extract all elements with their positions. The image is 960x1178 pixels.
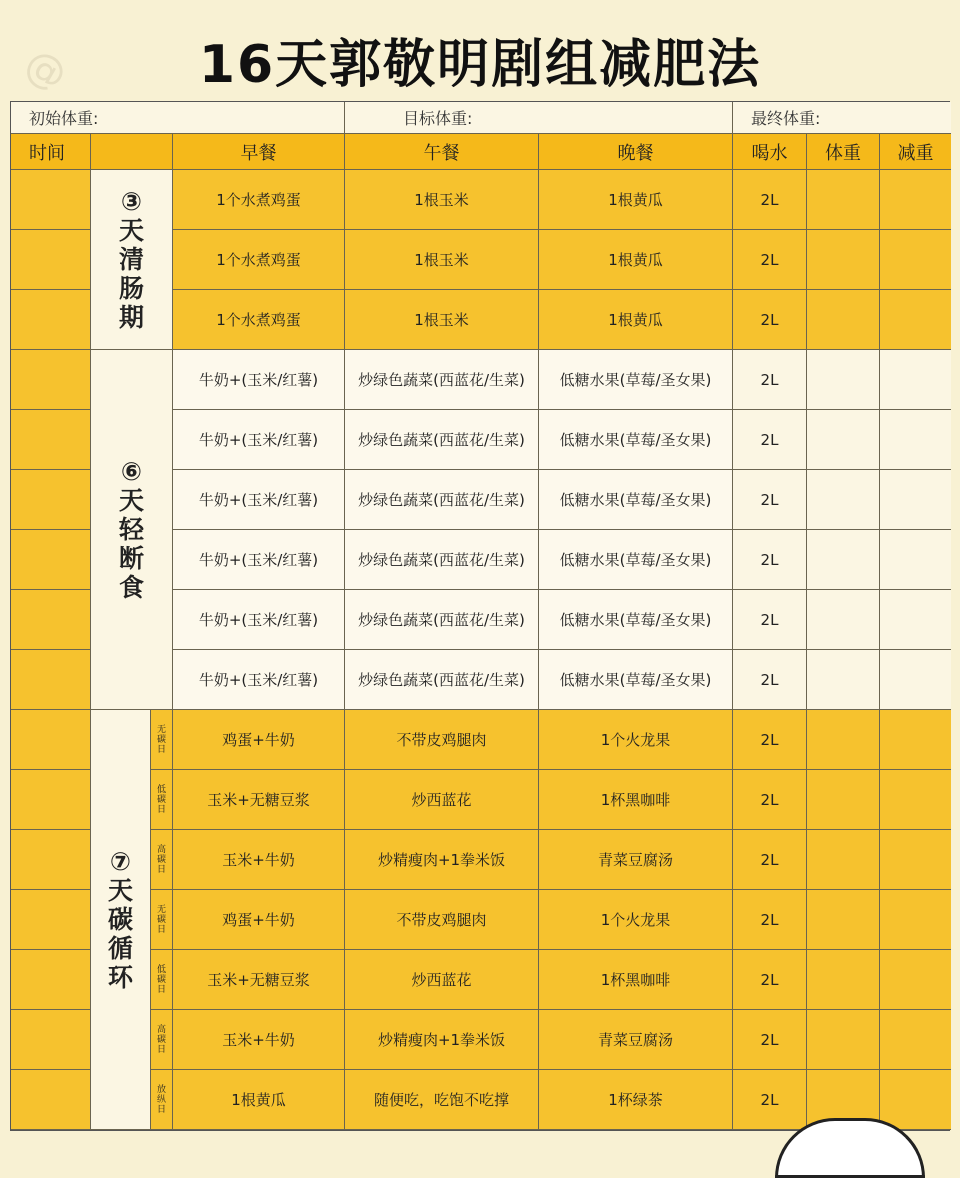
phase-num: ⑦ (109, 847, 132, 876)
phase-char: 肠 (118, 274, 144, 303)
phase-num: ③ (120, 187, 143, 216)
day-type-label (151, 830, 173, 890)
water-cell: 2L (733, 170, 807, 230)
time-cell (11, 170, 91, 230)
target-weight-field: 目标体重: (345, 102, 733, 134)
loss-cell (880, 890, 951, 950)
loss-cell (880, 290, 951, 350)
lunch-cell: 炒西蓝花 (345, 950, 539, 1010)
day-type-char: 日 (156, 1044, 166, 1055)
phase-char: 碳 (107, 905, 133, 934)
time-cell (11, 1070, 91, 1130)
time-cell (11, 290, 91, 350)
phase-cleanse (91, 170, 173, 350)
phase-carb-cycle (91, 710, 151, 1130)
loss-cell (880, 830, 951, 890)
breakfast-cell: 牛奶+(玉米/红薯) (173, 530, 345, 590)
loss-cell (880, 1070, 951, 1130)
breakfast-cell: 牛奶+(玉米/红薯) (173, 410, 345, 470)
dinner-cell: 1根黄瓜 (539, 170, 733, 230)
breakfast-cell: 玉米+牛奶 (173, 830, 345, 890)
day-type-char: 碳 (156, 794, 166, 805)
breakfast-cell: 牛奶+(玉米/红薯) (173, 590, 345, 650)
time-cell (11, 770, 91, 830)
day-type-label (151, 1010, 173, 1070)
day-type-char: 碳 (156, 914, 166, 925)
water-cell: 2L (733, 350, 807, 410)
phase-char: 天 (118, 486, 144, 515)
day-type-label (151, 950, 173, 1010)
weight-cell (807, 830, 880, 890)
lunch-cell: 炒绿色蔬菜(西蓝花/生菜) (345, 530, 539, 590)
time-cell (11, 1010, 91, 1070)
day-type-char: 纵 (156, 1094, 166, 1105)
time-cell (11, 710, 91, 770)
day-type-char: 放 (156, 1084, 166, 1095)
day-type-char: 高 (156, 844, 166, 855)
phase-char: 期 (118, 303, 144, 332)
breakfast-cell: 1个水煮鸡蛋 (173, 290, 345, 350)
dinner-cell: 1杯黑咖啡 (539, 770, 733, 830)
dinner-cell: 1个火龙果 (539, 710, 733, 770)
lunch-cell: 1根玉米 (345, 290, 539, 350)
loss-cell (880, 710, 951, 770)
day-type-char: 碳 (156, 1034, 166, 1045)
day-type-char: 无 (156, 724, 166, 735)
loss-cell (880, 1010, 951, 1070)
header-loss: 减重 (880, 134, 951, 170)
time-cell (11, 650, 91, 710)
day-type-label (151, 1070, 173, 1130)
time-cell (11, 890, 91, 950)
weight-cell (807, 890, 880, 950)
water-cell: 2L (733, 590, 807, 650)
weight-cell (807, 230, 880, 290)
weight-cell (807, 170, 880, 230)
water-cell: 2L (733, 230, 807, 290)
phase-char: 断 (118, 544, 144, 573)
phase-char: 天 (118, 216, 144, 245)
lunch-cell: 1根玉米 (345, 230, 539, 290)
day-type-label (151, 770, 173, 830)
day-type-char: 日 (156, 804, 166, 815)
day-type-char: 日 (156, 924, 166, 935)
weight-cell (807, 950, 880, 1010)
header-phase (91, 134, 173, 170)
phase-char: 清 (118, 245, 144, 274)
water-cell: 2L (733, 770, 807, 830)
time-cell (11, 230, 91, 290)
breakfast-cell: 1个水煮鸡蛋 (173, 170, 345, 230)
watermark: @ (17, 40, 75, 100)
water-cell: 2L (733, 470, 807, 530)
day-type-char: 无 (156, 904, 166, 915)
dinner-cell: 低糖水果(草莓/圣女果) (539, 650, 733, 710)
loss-cell (880, 410, 951, 470)
time-cell (11, 950, 91, 1010)
time-cell (11, 530, 91, 590)
initial-weight-field: 初始体重: (11, 102, 345, 134)
loss-cell (880, 950, 951, 1010)
water-cell: 2L (733, 1010, 807, 1070)
lunch-cell: 不带皮鸡腿肉 (345, 890, 539, 950)
water-cell: 2L (733, 950, 807, 1010)
day-type-char: 碳 (156, 974, 166, 985)
lunch-cell: 炒绿色蔬菜(西蓝花/生菜) (345, 350, 539, 410)
water-cell: 2L (733, 830, 807, 890)
day-type-char: 低 (156, 784, 166, 795)
phase-char: 环 (107, 963, 133, 992)
phase-num: ⑥ (120, 457, 143, 486)
breakfast-cell: 鸡蛋+牛奶 (173, 890, 345, 950)
breakfast-cell: 玉米+无糖豆浆 (173, 770, 345, 830)
lunch-cell: 炒西蓝花 (345, 770, 539, 830)
header-lunch: 午餐 (345, 134, 539, 170)
phase-char: 食 (118, 573, 144, 602)
header-water: 喝水 (733, 134, 807, 170)
lunch-cell: 炒绿色蔬菜(西蓝花/生菜) (345, 650, 539, 710)
time-cell (11, 590, 91, 650)
lunch-cell: 1根玉米 (345, 170, 539, 230)
breakfast-cell: 牛奶+(玉米/红薯) (173, 470, 345, 530)
loss-cell (880, 650, 951, 710)
breakfast-cell: 玉米+无糖豆浆 (173, 950, 345, 1010)
day-type-label (151, 710, 173, 770)
breakfast-cell: 牛奶+(玉米/红薯) (173, 350, 345, 410)
time-cell (11, 830, 91, 890)
water-cell: 2L (733, 530, 807, 590)
breakfast-cell: 1根黄瓜 (173, 1070, 345, 1130)
dinner-cell: 低糖水果(草莓/圣女果) (539, 470, 733, 530)
loss-cell (880, 350, 951, 410)
water-cell: 2L (733, 710, 807, 770)
water-cell: 2L (733, 290, 807, 350)
breakfast-cell: 玉米+牛奶 (173, 1010, 345, 1070)
lunch-cell: 炒绿色蔬菜(西蓝花/生菜) (345, 470, 539, 530)
breakfast-cell: 牛奶+(玉米/红薯) (173, 650, 345, 710)
time-cell (11, 350, 91, 410)
header-dinner: 晚餐 (539, 134, 733, 170)
phase-light-fast (91, 350, 173, 710)
dinner-cell: 1根黄瓜 (539, 230, 733, 290)
weight-cell (807, 290, 880, 350)
day-type-char: 碳 (156, 854, 166, 865)
lunch-cell: 炒精瘦肉+1拳米饭 (345, 830, 539, 890)
day-type-char: 低 (156, 964, 166, 975)
dinner-cell: 青菜豆腐汤 (539, 1010, 733, 1070)
weight-cell (807, 530, 880, 590)
lunch-cell: 随便吃，吃饱不吃撑 (345, 1070, 539, 1130)
lunch-cell: 不带皮鸡腿肉 (345, 710, 539, 770)
phase-char: 循 (107, 934, 133, 963)
day-type-char: 高 (156, 1024, 166, 1035)
water-cell: 2L (733, 1070, 807, 1130)
weight-cell (807, 470, 880, 530)
weight-cell (807, 710, 880, 770)
dinner-cell: 低糖水果(草莓/圣女果) (539, 410, 733, 470)
loss-cell (880, 770, 951, 830)
phase-char: 轻 (118, 515, 144, 544)
lunch-cell: 炒绿色蔬菜(西蓝花/生菜) (345, 410, 539, 470)
weight-cell (807, 650, 880, 710)
weight-cell (807, 590, 880, 650)
phase-char: 天 (107, 876, 133, 905)
lunch-cell: 炒绿色蔬菜(西蓝花/生菜) (345, 590, 539, 650)
lunch-cell: 炒精瘦肉+1拳米饭 (345, 1010, 539, 1070)
day-type-label (151, 890, 173, 950)
loss-cell (880, 470, 951, 530)
dinner-cell: 低糖水果(草莓/圣女果) (539, 530, 733, 590)
loss-cell (880, 230, 951, 290)
loss-cell (880, 170, 951, 230)
weight-cell (807, 410, 880, 470)
dinner-cell: 低糖水果(草莓/圣女果) (539, 350, 733, 410)
time-cell (11, 410, 91, 470)
dinner-cell: 低糖水果(草莓/圣女果) (539, 590, 733, 650)
day-type-char: 日 (156, 864, 166, 875)
header-weight: 体重 (807, 134, 880, 170)
loss-cell (880, 590, 951, 650)
final-weight-field: 最终体重: (733, 102, 951, 134)
day-type-char: 日 (156, 984, 166, 995)
dinner-cell: 1杯绿茶 (539, 1070, 733, 1130)
dinner-cell: 青菜豆腐汤 (539, 830, 733, 890)
header-breakfast: 早餐 (173, 134, 345, 170)
page-title: 16天郭敬明剧组减肥法 (198, 35, 762, 95)
loss-cell (880, 530, 951, 590)
header-time: 时间 (11, 134, 91, 170)
breakfast-cell: 鸡蛋+牛奶 (173, 710, 345, 770)
day-type-char: 碳 (156, 734, 166, 745)
weight-cell (807, 350, 880, 410)
weight-cell (807, 1010, 880, 1070)
dinner-cell: 1根黄瓜 (539, 290, 733, 350)
weight-cell (807, 770, 880, 830)
diet-plan-table (10, 101, 950, 1131)
dinner-cell: 1杯黑咖啡 (539, 950, 733, 1010)
water-cell: 2L (733, 890, 807, 950)
time-cell (11, 470, 91, 530)
water-cell: 2L (733, 650, 807, 710)
day-type-char: 日 (156, 1104, 166, 1115)
dinner-cell: 1个火龙果 (539, 890, 733, 950)
water-cell: 2L (733, 410, 807, 470)
breakfast-cell: 1个水煮鸡蛋 (173, 230, 345, 290)
day-type-char: 日 (156, 744, 166, 755)
